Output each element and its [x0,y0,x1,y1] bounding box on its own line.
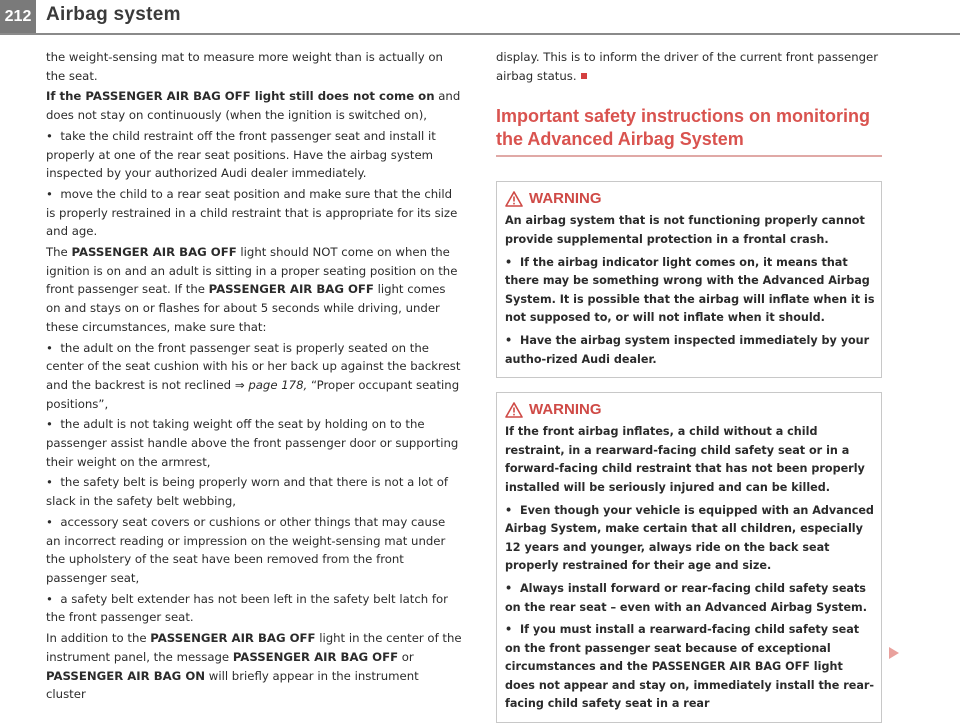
warning-title: WARNING [529,190,602,208]
bullet-text: the adult on the front passenger seat is properly seated on the center of the seat cushion with his or her back up against the backrest and the backrest is not reclined [46,340,461,392]
section-end-marker-icon [581,73,587,79]
text: and does not stay on continuously (when the ignition is switched on), [46,89,461,123]
paragraph [46,629,462,704]
text: display. This is to inform the driver of the current front passenger airbag status. [496,50,879,83]
bold-text: PASSENGER AIR BAG OFF [71,245,237,260]
bullet-text: the adult is not taking weight off the seat by holding on to the passenger assist handle above the front passenger door or supporting their weight on the armrest, [46,417,459,469]
heading-rule [496,155,882,157]
header-rule [0,33,960,35]
page-reference-link[interactable]: ⇒ page 178, [234,377,308,392]
warning-bullet: • If the airbag indicator light comes on, it means that there may be something wrong with the Advanced Airbag System. It is possible that the airbag will inflate when it is not supposed to, or will not inflate when it should. [505,255,875,325]
bullet-item: • the safety belt is being properly worn and that there is not a lot of slack in the safety belt webbing, [46,475,448,509]
bullet-item: • a safety belt extender has not been left in the safety belt latch for the front passenger seat. [46,591,448,625]
bullet-item: • take the child restraint off the front passenger seat and install it properly at one of the rear seat positions. Have the airbag system inspected by your authorized Audi dealer immediately. [46,128,436,181]
bold-text: If the PASSENGER AIR BAG OFF light still does not come on [46,89,435,104]
page-header [0,0,960,36]
warning-box [496,181,882,378]
bullet-item: • the adult is not taking weight off the seat by holding on to the passenger assist handle above the front passenger door or supporting their weight on the armrest, [46,417,459,469]
warning-bullet-text: Even though your vehicle is equipped with an Advanced Airbag System, make certain that all children, especially 12 years and younger, always ride on the back seat properly restrained for their age and size. [505,503,874,573]
chapter-title: Airbag system [46,4,181,25]
warning-triangle-icon [505,402,523,418]
warning-bullet: • Always install forward or rear-facing child safety seats on the rear seat – even with an Advanced Airbag System. [505,581,867,614]
warning-title: WARNING [529,400,602,418]
text: “Proper occupant seating positions”, [46,377,460,411]
warning-box [496,392,882,723]
warning-text: An airbag system that is not functioning properly cannot provide supplemental protection in a frontal crash. [505,214,865,246]
bullet-item: • the adult on the front passenger seat is properly seated on the center of the seat cushion with his or her back up against the backrest and the backrest is not reclined ⇒ page 178, “Proper occupant seating positions”, [46,340,461,411]
warning-triangle-icon [505,191,523,207]
text: The [46,245,72,260]
text: In addition to the [46,631,151,646]
bold-text: PASSENGER AIR BAG OFF [150,631,316,646]
text: or [398,649,414,664]
paragraph [496,48,882,85]
bold-text: PASSENGER AIR BAG OFF [208,282,374,297]
warning-bullet: • Have the airbag system inspected immediately by your autho-rized Audi dealer. [505,333,870,366]
warning-header [505,186,875,212]
text: light should NOT come on when the ignition is on and an adult is sitting in a proper seating position on the front passenger seat. If the [46,245,458,297]
bullet-text: accessory seat covers or cushions or other things that may cause an incorrect reading or impression on the weight-sensing mat under the upholstery of the seat have been removed from the front passenger seat, [46,514,446,585]
text: light in the center of the instrument panel, the message [46,631,462,664]
section-heading: Important safety instructions on monitoring the Advanced Airbag System [496,106,871,150]
text: will briefly appear in the instrument cluster [46,668,419,702]
bullet-text: take the child restraint off the front passenger seat and install it properly at one of the rear seat positions. Have the airbag system inspected by your authorized Audi dealer immediately. [46,128,436,181]
left-column [46,48,462,704]
warning-bullet-text: If the airbag indicator light comes on, it means that there may be something wrong with the Advanced Airbag System. It is possible that the airbag will inflate when it is not supposed to, or will not inflate when it should. [505,255,875,325]
bullet-item: • accessory seat covers or cushions or other things that may cause an incorrect reading or impression on the weight-sensing mat under the upholstery of the seat have been removed from the front passenger seat, [46,514,446,585]
bullet-item: • move the child to a rear seat position and make sure that the child is properly restrained in a child restraint that is appropriate for its size and age. [46,186,458,239]
warning-text: If the front airbag inflates, a child without a child restraint, in a rearward-facing child safety seat or in a forward-facing child restraint that has not been properly installed will be seriously injured and can be killed. [505,425,865,494]
paragraph [46,87,462,124]
warning-bullet: • If you must install a rearward-facing child safety seat on the front passenger seat because of exceptional circumstances and the PASSENGER AIR BAG OFF light does not appear and stay on, immediately install the rear-facing child safety seat in a rear [505,623,875,711]
bold-text: PASSENGER AIR BAG OFF [232,649,399,664]
bullet-text: move the child to a rear seat position and make sure that the child is properly restrained in a child restraint that is appropriate for its size and age. [46,186,458,239]
bullet-text: a safety belt extender has not been left in the safety belt latch for the front passenger seat. [46,591,448,625]
paragraph [46,243,462,337]
text: light comes on and stays on or flashes for about 5 seconds while driving, under these circumstances, make sure that: [46,282,446,334]
bullet-text: the safety belt is being properly worn and that there is not a lot of slack in the safety belt webbing, [46,475,448,509]
continue-arrow-icon [888,646,900,660]
warning-header [505,397,875,423]
paragraph: the weight-sensing mat to measure more weight than is actually on the seat. [46,50,443,83]
bold-text: PASSENGER AIR BAG ON [46,668,206,683]
warning-bullet-text: Always install forward or rear-facing child safety seats on the rear seat – even with an Advanced Airbag System. [505,581,867,614]
right-column [496,48,882,723]
warning-bullet-text: Have the airbag system inspected immediately by your autho-rized Audi dealer. [505,333,870,366]
page-number: 212 [0,0,36,34]
warning-bullet: • Even though your vehicle is equipped with an Advanced Airbag System, make certain that all children, especially 12 years and younger, always ride on the back seat properly restrained for their age and size. [505,503,874,573]
warning-bullet-text: If you must install a rearward-facing child safety seat on the front passenger seat because of exceptional circumstances and the PASSENGER AIR BAG OFF light does not appear and stay on, immediately install the rear-facing child safety seat in a rear [505,623,875,711]
